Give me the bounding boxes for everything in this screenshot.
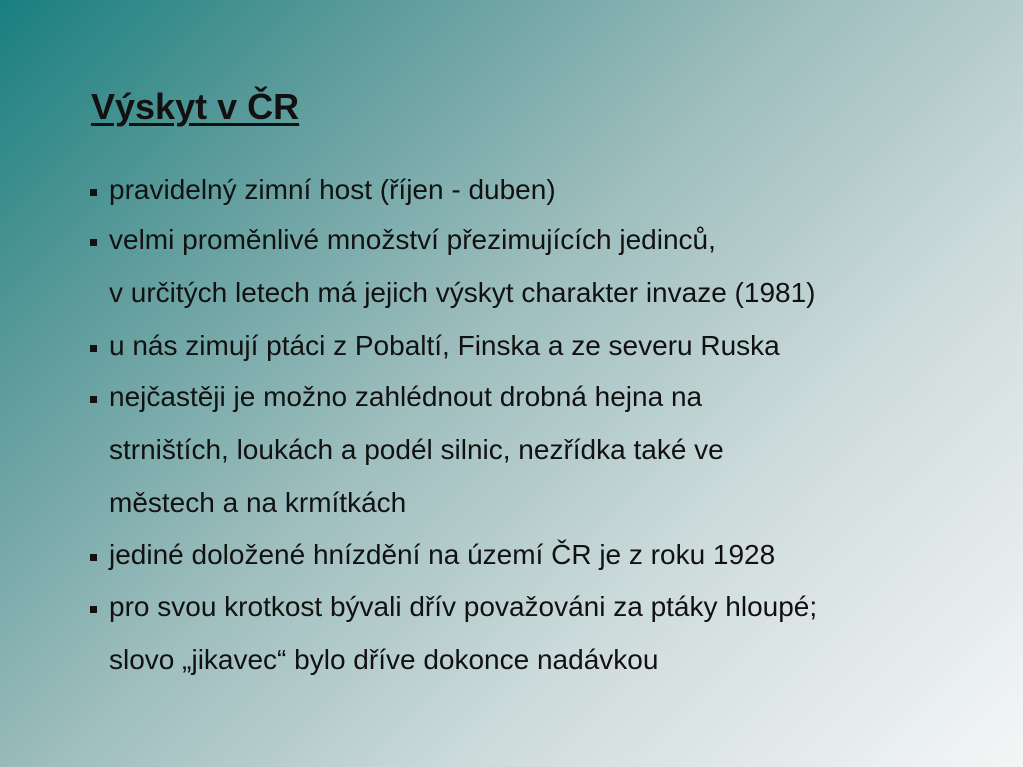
bullet-text: u nás zimují ptáci z Pobaltí, Finska a ze severu Ruska <box>109 330 780 361</box>
bullet-text: slovo „jikavec“ bylo dříve dokonce nadávkou <box>109 644 659 675</box>
bullet-continuation <box>109 644 658 676</box>
bullet-text: městech a na krmítkách <box>109 487 407 518</box>
bullet-continuation <box>109 434 724 466</box>
bullet-text: strništích, loukách a podél silnic, nezřídka také ve <box>109 434 724 465</box>
bullet-continuation <box>109 487 406 519</box>
bullet-marker <box>90 554 97 561</box>
slide-title: Výskyt v ČR <box>91 86 300 127</box>
bullet-text: v určitých letech má jejich výskyt charakter invaze (1981) <box>109 277 816 308</box>
bullet-text: nejčastěji je možno zahlédnout drobná hejna na <box>109 381 703 412</box>
bullet-text: pro svou krotkost bývali dřív považováni za ptáky hloupé; <box>109 591 818 622</box>
bullet-continuation <box>109 277 816 309</box>
bullet-marker <box>90 606 97 613</box>
bullet-text: pravidelný zimní host (říjen - duben) <box>109 174 556 205</box>
bullet-marker <box>90 396 97 403</box>
bullet-text: jediné doložené hnízdění na území ČR je z roku 1928 <box>109 539 776 570</box>
bullet-item <box>109 174 556 206</box>
bullet-marker <box>90 345 97 352</box>
bullet-marker <box>90 239 97 246</box>
bullet-item <box>109 224 716 256</box>
bullet-item <box>109 330 780 362</box>
bullet-item <box>109 591 817 623</box>
bullet-marker <box>90 189 97 196</box>
bullet-item <box>109 381 702 413</box>
bullet-item <box>109 539 775 571</box>
bullet-text: velmi proměnlivé množství přezimujících jedinců, <box>109 224 716 255</box>
